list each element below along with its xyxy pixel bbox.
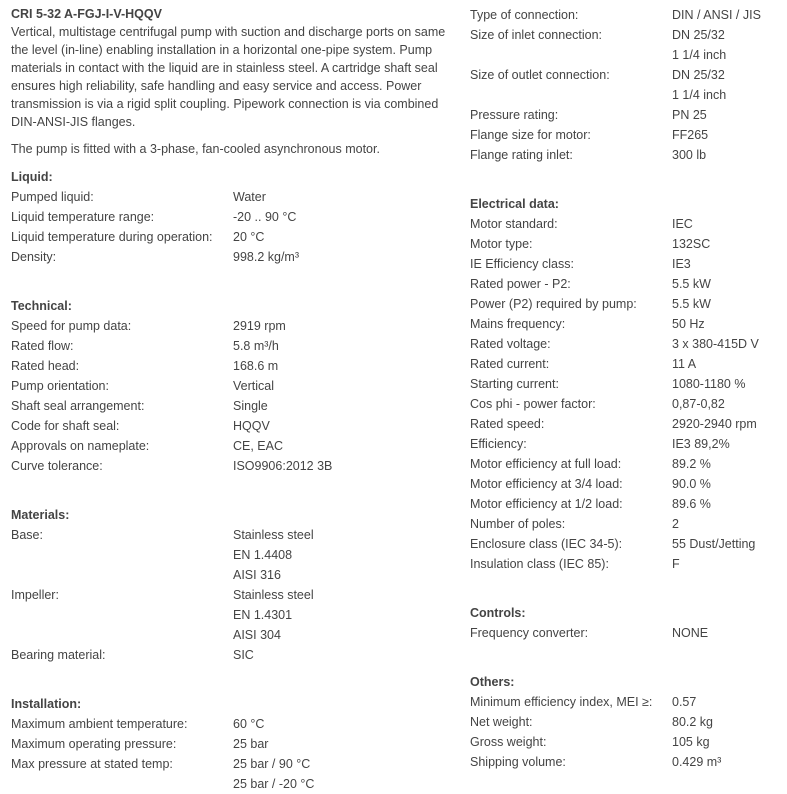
spec-value: 89.2 %: [672, 457, 711, 471]
spec-label: Frequency converter:: [470, 626, 589, 640]
technical-row: [11, 316, 456, 336]
spec-label: Curve tolerance:: [11, 459, 103, 473]
electrical-row: [470, 374, 780, 394]
installation-section: [11, 694, 456, 794]
spec-label: Code for shaft seal:: [11, 419, 120, 433]
spec-value: CE, EAC: [233, 439, 284, 453]
controls-section: [470, 603, 780, 643]
spec-values: [672, 214, 780, 234]
spec-label: Motor standard:: [470, 217, 558, 231]
spec-value: 90.0 %: [672, 477, 711, 491]
spec-label: Pressure rating:: [470, 108, 559, 122]
spec-values: [233, 227, 456, 247]
spec-label: Pump orientation:: [11, 379, 109, 393]
electrical-row: [470, 534, 780, 554]
spec-label: Pumped liquid:: [11, 190, 94, 204]
spec-value: 0.57: [672, 695, 697, 709]
spec-values: [672, 394, 780, 414]
spec-value: IEC: [672, 217, 693, 231]
spec-value: 5.5 kW: [672, 297, 711, 311]
spec-values: [233, 754, 456, 794]
electrical-section: [470, 194, 780, 574]
liquid-row: [11, 227, 456, 247]
spec-values: [233, 525, 456, 585]
spec-values: [672, 334, 780, 354]
spec-values: [233, 436, 456, 456]
spec-value: 2920-2940 rpm: [672, 417, 757, 431]
spec-values: [233, 585, 456, 645]
spec-values: [672, 623, 780, 643]
spec-label: Base:: [11, 528, 43, 542]
spec-value: 5.5 kW: [672, 277, 711, 291]
spec-value: 25 bar / -20 °C: [233, 777, 315, 791]
spec-values: [233, 336, 456, 356]
installation-row: [11, 714, 456, 734]
technical-row: [11, 416, 456, 436]
spec-value: Stainless steel: [233, 588, 314, 602]
technical-row: [11, 456, 456, 476]
spec-values: [672, 712, 780, 732]
liquid-row: [11, 187, 456, 207]
electrical-row: [470, 254, 780, 274]
liquid-section-title: Liquid:: [11, 170, 53, 184]
spec-label: Minimum efficiency index, MEI ≥:: [470, 695, 653, 709]
connection-row: [470, 125, 780, 145]
product-description: Vertical, multistage centrifugal pump with suction and discharge ports on same the level (in-line) enabling installation in a horizontal one-pipe system. Pump materials in contact with the liquid are in stainless steel. A cartridge shaft seal ensures high reliability, safe handling and easy service and access. Power transmission is via a rigid split coupling. Pipework connection is via combined DIN-ANSI-JIS flanges.: [11, 25, 446, 129]
others-section-title: Others:: [470, 675, 515, 689]
spec-values: [233, 207, 456, 227]
electrical-rows: [470, 214, 780, 574]
spec-label: Motor type:: [470, 237, 533, 251]
spec-values: [672, 314, 780, 334]
others-row: [470, 692, 780, 712]
spec-values: [672, 5, 780, 25]
spec-values: [672, 554, 780, 574]
spec-values: [233, 734, 456, 754]
others-row: [470, 752, 780, 772]
spec-label: Size of inlet connection:: [470, 28, 603, 42]
spec-value: 5.8 m³/h: [233, 339, 279, 353]
spec-value: 168.6 m: [233, 359, 279, 373]
liquid-row: [11, 207, 456, 227]
spec-values: [672, 294, 780, 314]
spec-label: Type of connection:: [470, 8, 579, 22]
left-column: [11, 5, 456, 794]
controls-rows: [470, 623, 780, 643]
spec-value: 60 °C: [233, 717, 265, 731]
technical-row: [11, 356, 456, 376]
spec-value: HQQV: [233, 419, 270, 433]
spec-value: 0,87-0,82: [672, 397, 725, 411]
spec-values: [672, 692, 780, 712]
spec-label: Power (P2) required by pump:: [470, 297, 637, 311]
spec-label: Liquid temperature during operation:: [11, 230, 213, 244]
spec-value: Stainless steel: [233, 528, 314, 542]
installation-rows: [11, 714, 456, 794]
spec-label: Rated head:: [11, 359, 80, 373]
spec-values: [672, 434, 780, 454]
spec-values: [672, 254, 780, 274]
connection-row: [470, 145, 780, 165]
spec-value: DIN / ANSI / JIS: [672, 8, 761, 22]
spec-label: Motor efficiency at 3/4 load:: [470, 477, 623, 491]
spec-values: [672, 534, 780, 554]
spec-value: 3 x 380-415D V: [672, 337, 759, 351]
technical-rows: [11, 316, 456, 476]
electrical-row: [470, 554, 780, 574]
installation-section-title: Installation:: [11, 697, 82, 711]
spec-value: 25 bar / 90 °C: [233, 757, 311, 771]
spec-label: Flange rating inlet:: [470, 148, 573, 162]
spec-values: [233, 376, 456, 396]
spec-label: Mains frequency:: [470, 317, 566, 331]
spec-label: Rated voltage:: [470, 337, 551, 351]
others-rows: [470, 692, 780, 772]
spec-value: 998.2 kg/m³: [233, 250, 300, 264]
spec-value: 25 bar: [233, 737, 269, 751]
spec-value: 55 Dust/Jetting: [672, 537, 756, 551]
spec-values: [233, 645, 456, 665]
connection-row: [470, 105, 780, 125]
spec-label: Number of poles:: [470, 517, 566, 531]
spec-value: 0.429 m³: [672, 755, 722, 769]
spec-values: [672, 274, 780, 294]
spec-values: [672, 494, 780, 514]
spec-label: Speed for pump data:: [11, 319, 132, 333]
spec-label: Cos phi - power factor:: [470, 397, 596, 411]
spec-value: -20 .. 90 °C: [233, 210, 297, 224]
materials-row: [11, 525, 456, 585]
spec-value: 1 1/4 inch: [672, 48, 727, 62]
connection-row: [470, 25, 780, 65]
spec-label: Rated power - P2:: [470, 277, 571, 291]
spec-values: [233, 356, 456, 376]
spec-value: IE3 89,2%: [672, 437, 730, 451]
spec-values: [672, 234, 780, 254]
technical-section: [11, 296, 456, 476]
motor-note: The pump is fitted with a 3-phase, fan-cooled asynchronous motor.: [11, 142, 380, 156]
spec-values: [233, 416, 456, 436]
spec-label: Maximum ambient temperature:: [11, 717, 188, 731]
electrical-section-title: Electrical data:: [470, 197, 559, 211]
spec-label: Rated speed:: [470, 417, 545, 431]
electrical-row: [470, 334, 780, 354]
electrical-row: [470, 394, 780, 414]
electrical-row: [470, 274, 780, 294]
spec-value: IE3: [672, 257, 691, 271]
electrical-row: [470, 414, 780, 434]
electrical-row: [470, 314, 780, 334]
connection-row: [470, 5, 780, 25]
spec-value: 1 1/4 inch: [672, 88, 727, 102]
materials-rows: [11, 525, 456, 665]
spec-label: Density:: [11, 250, 57, 264]
spec-value: PN 25: [672, 108, 707, 122]
spec-values: [672, 474, 780, 494]
others-row: [470, 732, 780, 752]
spec-label: Rated current:: [470, 357, 550, 371]
spec-label: Motor efficiency at full load:: [470, 457, 622, 471]
spec-values: [233, 247, 456, 267]
spec-values: [233, 187, 456, 207]
spec-values: [233, 396, 456, 416]
electrical-row: [470, 234, 780, 254]
connection-section: [470, 5, 780, 165]
materials-section: [11, 505, 456, 665]
liquid-section: [11, 167, 456, 267]
spec-values: [672, 752, 780, 772]
spec-values: [672, 65, 780, 105]
spec-value: 2919 rpm: [233, 319, 286, 333]
spec-value: DN 25/32: [672, 28, 725, 42]
spec-label: Impeller:: [11, 588, 59, 602]
spec-label: Rated flow:: [11, 339, 74, 353]
spec-label: Efficiency:: [470, 437, 527, 451]
spec-values: [672, 374, 780, 394]
technical-row: [11, 396, 456, 416]
spec-values: [672, 105, 780, 125]
spec-values: [672, 354, 780, 374]
spec-label: Bearing material:: [11, 648, 106, 662]
spec-label: Insulation class (IEC 85):: [470, 557, 609, 571]
spec-label: Max pressure at stated temp:: [11, 757, 173, 771]
spec-value: 20 °C: [233, 230, 265, 244]
spec-label: IE Efficiency class:: [470, 257, 574, 271]
electrical-row: [470, 354, 780, 374]
spec-value: 11 A: [672, 357, 697, 371]
spec-label: Net weight:: [470, 715, 533, 729]
spec-values: [233, 456, 456, 476]
installation-row: [11, 734, 456, 754]
spec-value: 2: [672, 517, 679, 531]
spec-values: [672, 125, 780, 145]
spec-label: Liquid temperature range:: [11, 210, 155, 224]
materials-row: [11, 585, 456, 645]
materials-section-title: Materials:: [11, 508, 70, 522]
spec-value: DN 25/32: [672, 68, 725, 82]
spec-label: Gross weight:: [470, 735, 547, 749]
spec-values: [672, 145, 780, 165]
spec-value: 105 kg: [672, 735, 710, 749]
liquid-row: [11, 247, 456, 267]
spec-value: NONE: [672, 626, 709, 640]
spec-value: 300 lb: [672, 148, 707, 162]
spec-label: Size of outlet connection:: [470, 68, 610, 82]
electrical-row: [470, 434, 780, 454]
technical-section-title: Technical:: [11, 299, 72, 313]
electrical-row: [470, 494, 780, 514]
electrical-row: [470, 294, 780, 314]
electrical-row: [470, 214, 780, 234]
spec-label: Flange size for motor:: [470, 128, 591, 142]
controls-row: [470, 623, 780, 643]
spec-label: Starting current:: [470, 377, 559, 391]
spec-values: [672, 514, 780, 534]
spec-label: Approvals on nameplate:: [11, 439, 150, 453]
technical-row: [11, 336, 456, 356]
spec-values: [672, 414, 780, 434]
installation-row: [11, 754, 456, 794]
spec-value: FF265: [672, 128, 709, 142]
controls-section-title: Controls:: [470, 606, 526, 620]
others-row: [470, 712, 780, 732]
electrical-row: [470, 474, 780, 494]
spec-label: Motor efficiency at 1/2 load:: [470, 497, 623, 511]
spec-value: 89.6 %: [672, 497, 711, 511]
spec-label: Shipping volume:: [470, 755, 566, 769]
spec-values: [233, 316, 456, 336]
spec-values: [672, 25, 780, 65]
connection-rows: [470, 5, 780, 165]
spec-value: F: [672, 557, 680, 571]
spec-value: ISO9906:2012 3B: [233, 459, 333, 473]
right-column: [470, 5, 780, 772]
spec-label: Shaft seal arrangement:: [11, 399, 145, 413]
spec-value: EN 1.4408: [233, 548, 293, 562]
connection-row: [470, 65, 780, 105]
spec-value: AISI 304: [233, 628, 281, 642]
spec-value: SIC: [233, 648, 254, 662]
spec-value: Single: [233, 399, 268, 413]
spec-values: [233, 714, 456, 734]
materials-row: [11, 645, 456, 665]
electrical-row: [470, 454, 780, 474]
spec-value: EN 1.4301: [233, 608, 293, 622]
spec-value: AISI 316: [233, 568, 281, 582]
technical-row: [11, 436, 456, 456]
spec-label: Enclosure class (IEC 34-5):: [470, 537, 623, 551]
electrical-row: [470, 514, 780, 534]
spec-value: Vertical: [233, 379, 274, 393]
spec-label: Maximum operating pressure:: [11, 737, 177, 751]
spec-values: [672, 732, 780, 752]
others-section: [470, 672, 780, 772]
spec-value: 80.2 kg: [672, 715, 714, 729]
spec-values: [672, 454, 780, 474]
liquid-rows: [11, 187, 456, 267]
product-title: CRI 5-32 A-FGJ-I-V-HQQV: [11, 7, 162, 21]
spec-value: 132SC: [672, 237, 711, 251]
spec-value: Water: [233, 190, 266, 204]
technical-row: [11, 376, 456, 396]
spec-value: 1080-1180 %: [672, 377, 746, 391]
spec-value: 50 Hz: [672, 317, 705, 331]
